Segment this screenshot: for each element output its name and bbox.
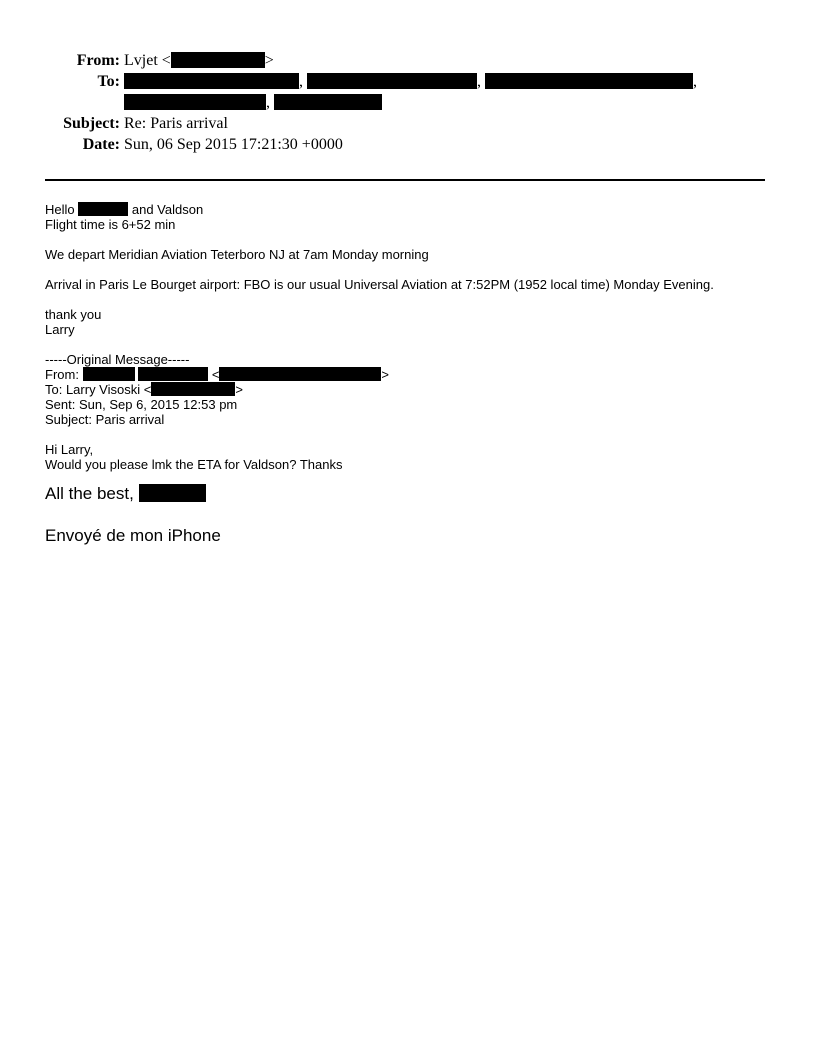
to-recipients-continued (124, 94, 382, 112)
bracket-close: > (235, 382, 243, 397)
original-from-label: From: (45, 367, 79, 382)
date-value: Sun, 06 Sep 2015 17:21:30 +0000 (124, 136, 343, 153)
closing-text: All the best, (45, 484, 134, 503)
subject-row (0, 115, 816, 136)
redaction-box (78, 202, 128, 216)
closing-line (45, 484, 785, 504)
redaction-box (151, 382, 235, 396)
redaction-box (138, 367, 208, 381)
arrival-line: Arrival in Paris Le Bourget airport: FBO is our usual Universal Aviation at 7:52PM (1952 local time) Monday Evening. (45, 277, 714, 292)
redaction-box (274, 94, 382, 110)
hello-text: Hello (45, 202, 75, 217)
original-to-line (45, 382, 785, 397)
date-label: Date: (82, 136, 120, 153)
redaction-box (485, 73, 693, 89)
redaction-box (83, 367, 135, 381)
from-value (124, 52, 274, 70)
to-row (0, 73, 816, 94)
to-row-continued (0, 94, 816, 115)
thanks-line: thank you (45, 307, 102, 322)
original-to-text: To: Larry Visoski < (45, 382, 152, 397)
email-body (45, 202, 785, 546)
original-greeting: Hi Larry, (45, 442, 94, 457)
from-row (0, 52, 816, 73)
separator: , (299, 73, 303, 90)
original-request: Would you please lmk the ETA for Valdson? Thanks (45, 457, 343, 472)
redaction-box (219, 367, 381, 381)
to-recipients (124, 73, 697, 91)
separator: , (477, 73, 481, 90)
iphone-signature: Envoyé de mon iPhone (45, 526, 221, 545)
separator: , (693, 73, 697, 90)
subject-label: Subject: (63, 115, 120, 132)
original-from-line (45, 367, 785, 382)
bracket-close: > (381, 367, 390, 382)
redaction-box (124, 73, 299, 89)
hello-tail: and Valdson (128, 202, 204, 217)
depart-line: We depart Meridian Aviation Teterboro NJ at 7am Monday morning (45, 247, 429, 262)
signoff-line: Larry (45, 322, 75, 337)
original-message-marker: -----Original Message----- (45, 352, 190, 367)
from-close: > (264, 52, 274, 69)
bracket-open: < (211, 367, 220, 382)
original-subject-line: Subject: Paris arrival (45, 412, 165, 427)
flight-time-line: Flight time is 6+52 min (45, 217, 176, 232)
to-label: To: (97, 73, 120, 90)
date-row (0, 136, 816, 157)
from-name: Lvjet < (124, 52, 171, 69)
separator: , (266, 94, 270, 111)
from-label: From: (76, 52, 120, 69)
greeting-line (45, 202, 785, 217)
subject-value: Re: Paris arrival (124, 115, 228, 132)
redaction-box (307, 73, 477, 89)
redaction-box (171, 52, 265, 68)
header-divider (45, 179, 765, 181)
email-header (0, 52, 816, 157)
original-sent-line: Sent: Sun, Sep 6, 2015 12:53 pm (45, 397, 238, 412)
redaction-box (124, 94, 266, 110)
redaction-box (139, 484, 206, 502)
